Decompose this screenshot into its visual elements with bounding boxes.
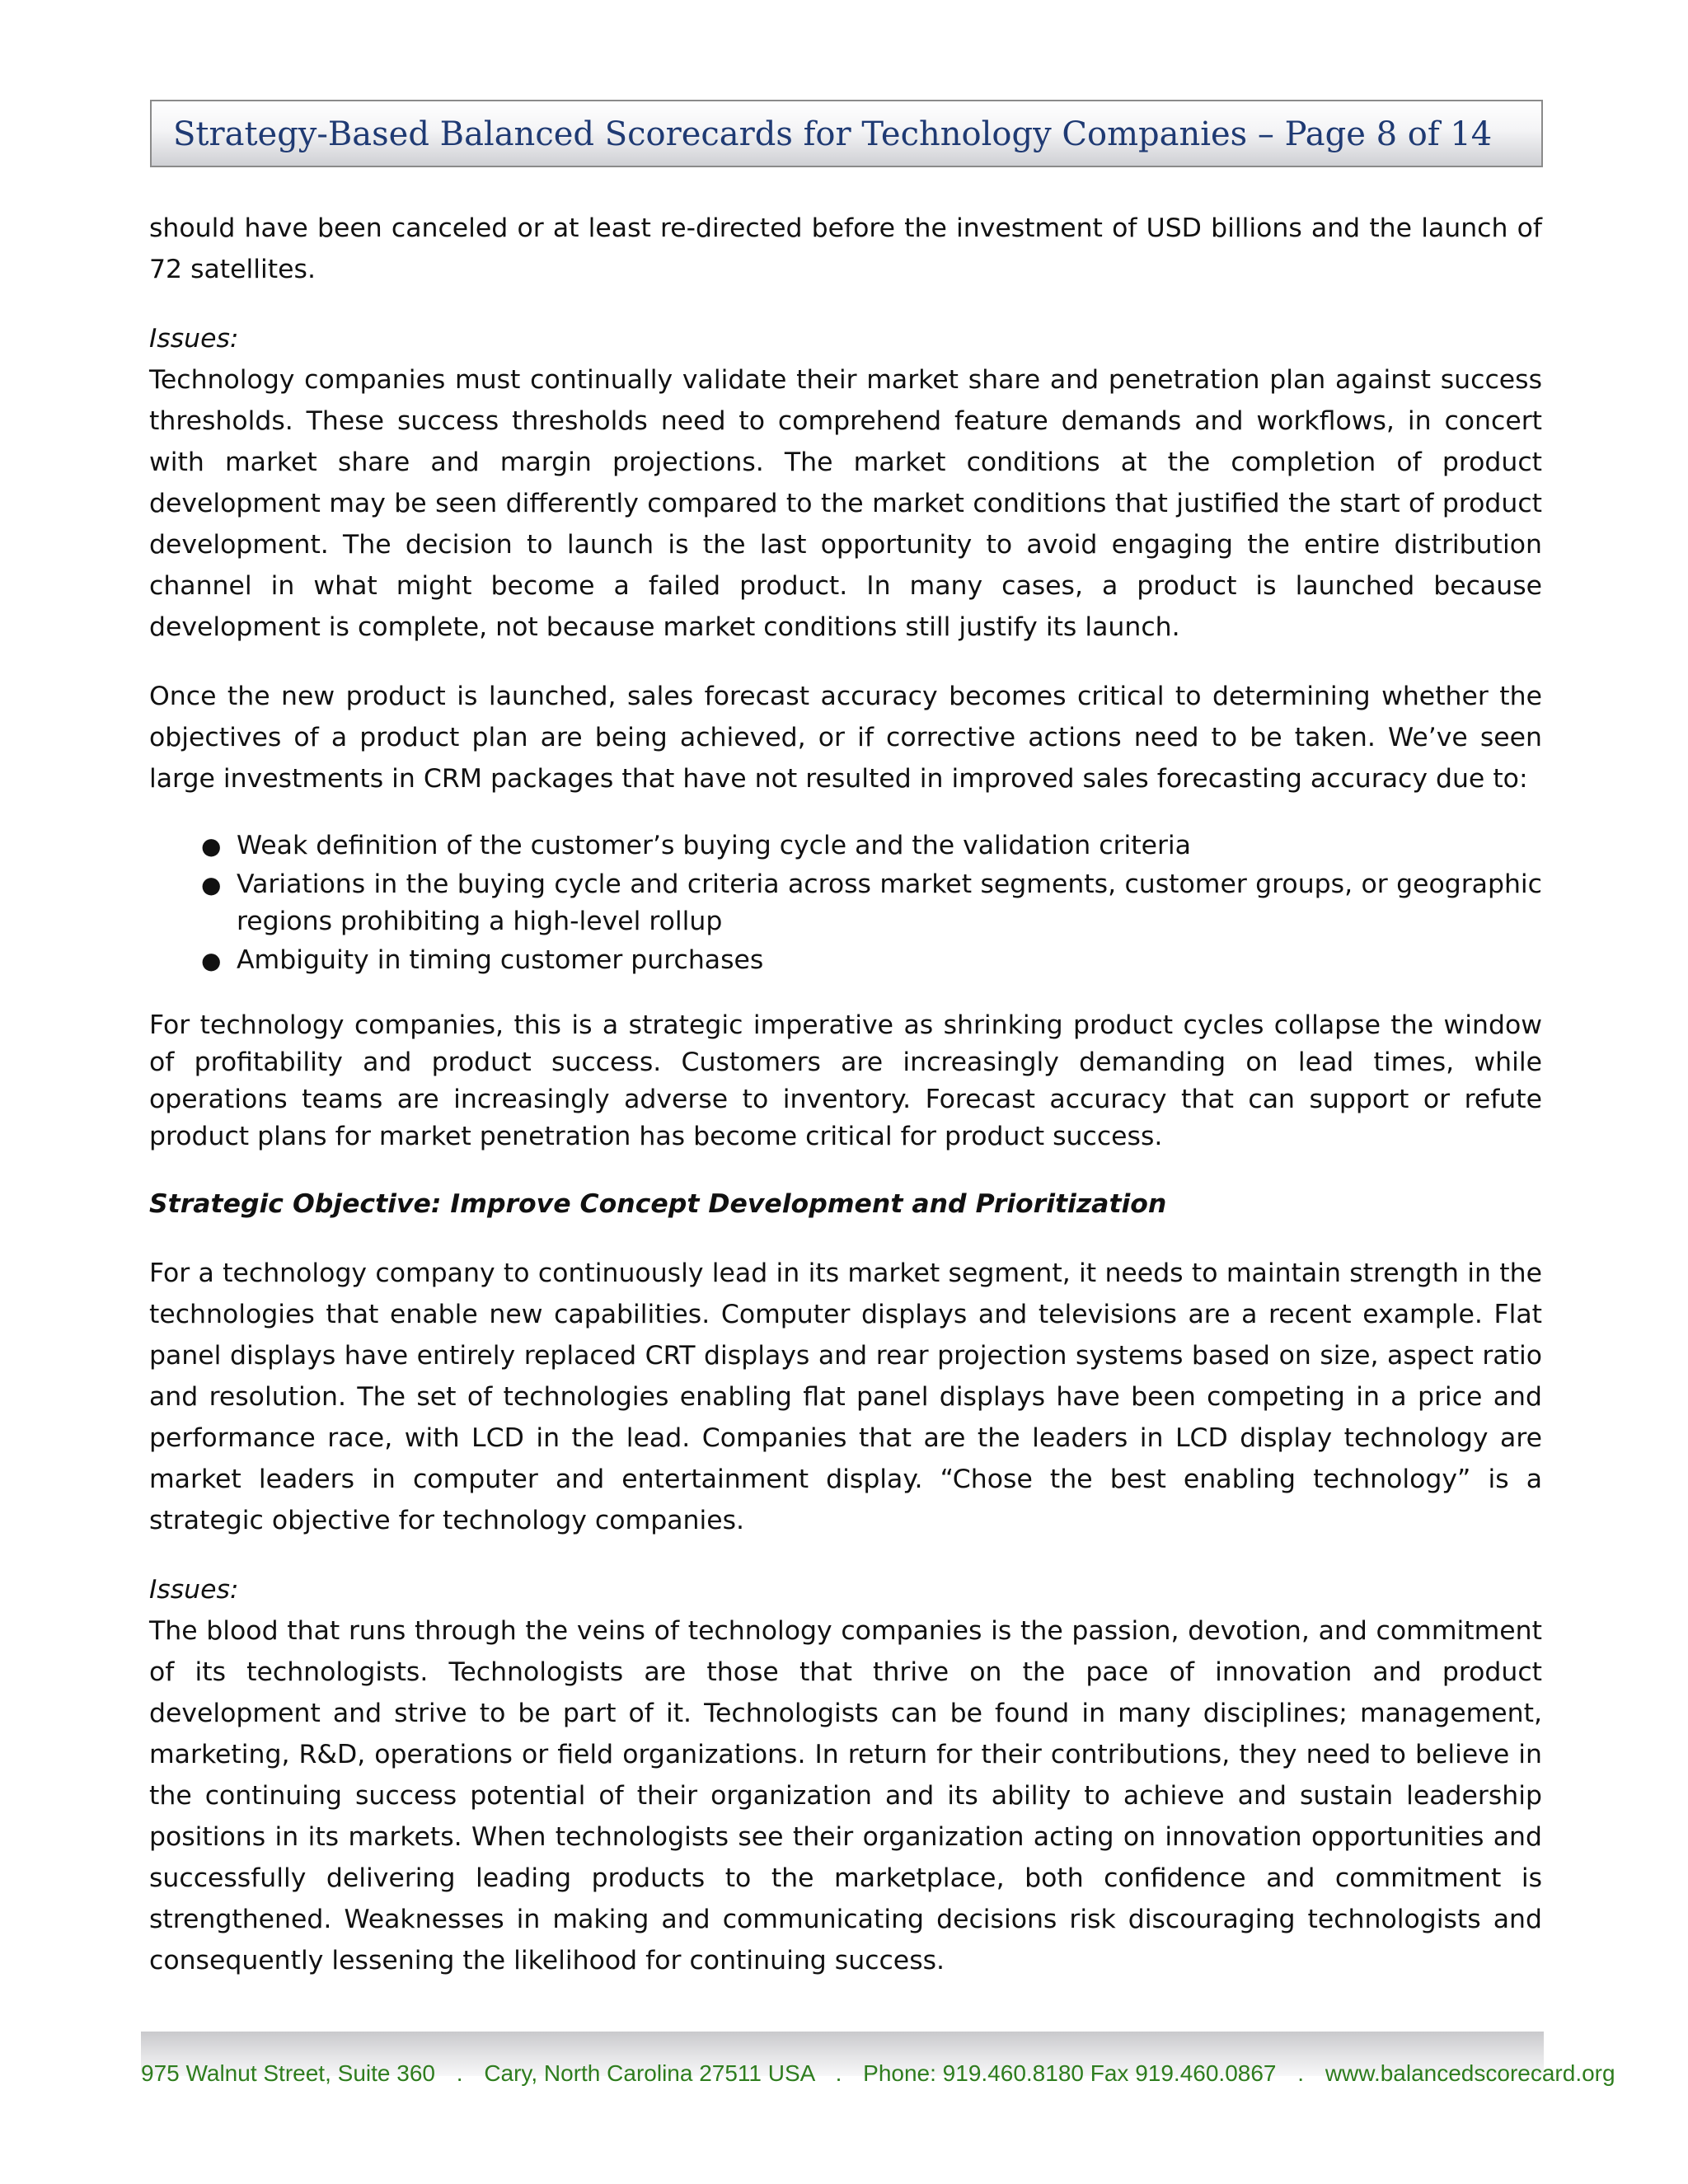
list-item: [149, 942, 1542, 979]
list-item-text: Variations in the buying cycle and criteria across market segments, customer groups, or geographic regions prohibiting a high-level rollup: [237, 869, 1542, 936]
page-header: [150, 100, 1543, 167]
section-heading: Strategic Objective: Improve Concept Development and Prioritization: [149, 1189, 1167, 1219]
imperative-paragraph: For technology companies, this is a strategic imperative as shrinking product cycles collapse the window of profitability and product success. Customers are increasingly demanding on lead times, while operations teams are increasingly adverse to inventory. Forecast accuracy that can support or refute product plans for market penetration has become critical for product success.: [149, 1010, 1542, 1151]
list-item: [149, 827, 1542, 865]
concept-paragraph: For a technology company to continuously lead in its market segment, it needs to maintain strength in the technologies that enable new capabilities. Computer displays and televisions are a recent example. Flat panel displays have entirely replaced CRT displays and rear projection systems based on size, aspect ratio and resolution. The set of technologies enabling flat panel displays have been competing in a price and performance race, with LCD in the lead. Companies that are the leaders in LCD display technology are market leaders in computer and entertainment display. “Chose the best enabling technology” is a strategic objective for technology companies.: [149, 1258, 1542, 1535]
footer-separator: .: [835, 2060, 842, 2086]
footer-separator: .: [1297, 2060, 1305, 2086]
list-item-text: Ambiguity in timing customer purchases: [237, 945, 764, 975]
forecast-paragraph: Once the new product is launched, sales forecast accuracy becomes critical to determining whether the objectives of a product plan are being achieved, or if corrective actions need to be taken. We’ve seen large investments in CRM packages that have not resulted in improved sales forecasting accuracy due to:: [149, 682, 1542, 794]
list-item: [149, 866, 1542, 940]
footer-separator: .: [456, 2060, 463, 2086]
issues-paragraph: The blood that runs through the veins of technology companies is the passion, devotion, and commitment of its technologists. Technologists are those that thrive on the pace of innovation and product development and strive to be part of it. Technologists can be found in many disciplines; management, marketing, R&D, operations or field organizations. In return for their contributions, they need to believe in the continuing success potential of their organization and its ability to achieve and sustain leadership positions in its markets. When technologists see their organization acting on innovation opportunities and successfully delivering leading products to the marketplace, both confidence and commitment is strengthened. Weaknesses in making and communicating decisions risk discouraging technologists and consequently lessening the likelihood for continuing success.: [149, 1616, 1542, 1975]
issues-label: Issues:: [149, 1575, 239, 1605]
list-item-text: Weak definition of the customer’s buying cycle and the validation criteria: [237, 831, 1191, 860]
footer-website-link[interactable]: www.balancedscorecard.org: [1325, 2060, 1615, 2086]
issues-label: Issues:: [149, 324, 239, 354]
page-title: Strategy-Based Balanced Scorecards for Technology Companies – Page 8 of 14: [173, 115, 1493, 153]
bullet-list: [149, 827, 1542, 979]
footer-address: 975 Walnut Street, Suite 360: [141, 2060, 435, 2086]
issues-paragraph: Technology companies must continually validate their market share and penetration plan against success thresholds. These success thresholds need to comprehend feature demands and workflows, in concert with market share and margin projections. The market conditions at the completion of product development may be seen differently compared to the market conditions that justified the start of product development. The decision to launch is the last opportunity to avoid engaging the entire distribution channel in what might become a failed product. In many cases, a product is launched because development is complete, not because market conditions still justify its launch.: [149, 365, 1542, 642]
bullet-icon: ●: [201, 832, 222, 860]
bullet-icon: ●: [201, 871, 222, 898]
bullet-icon: ●: [201, 947, 222, 974]
footer: [141, 2059, 1615, 2088]
footer-city: Cary, North Carolina 27511 USA: [484, 2060, 814, 2086]
continuation-paragraph: should have been canceled or at least re-directed before the investment of USD billions and the launch of 72 satellites.: [149, 213, 1542, 284]
document-body: [149, 208, 1542, 2009]
footer-phone: Phone: 919.460.8180 Fax 919.460.0867: [863, 2060, 1277, 2086]
